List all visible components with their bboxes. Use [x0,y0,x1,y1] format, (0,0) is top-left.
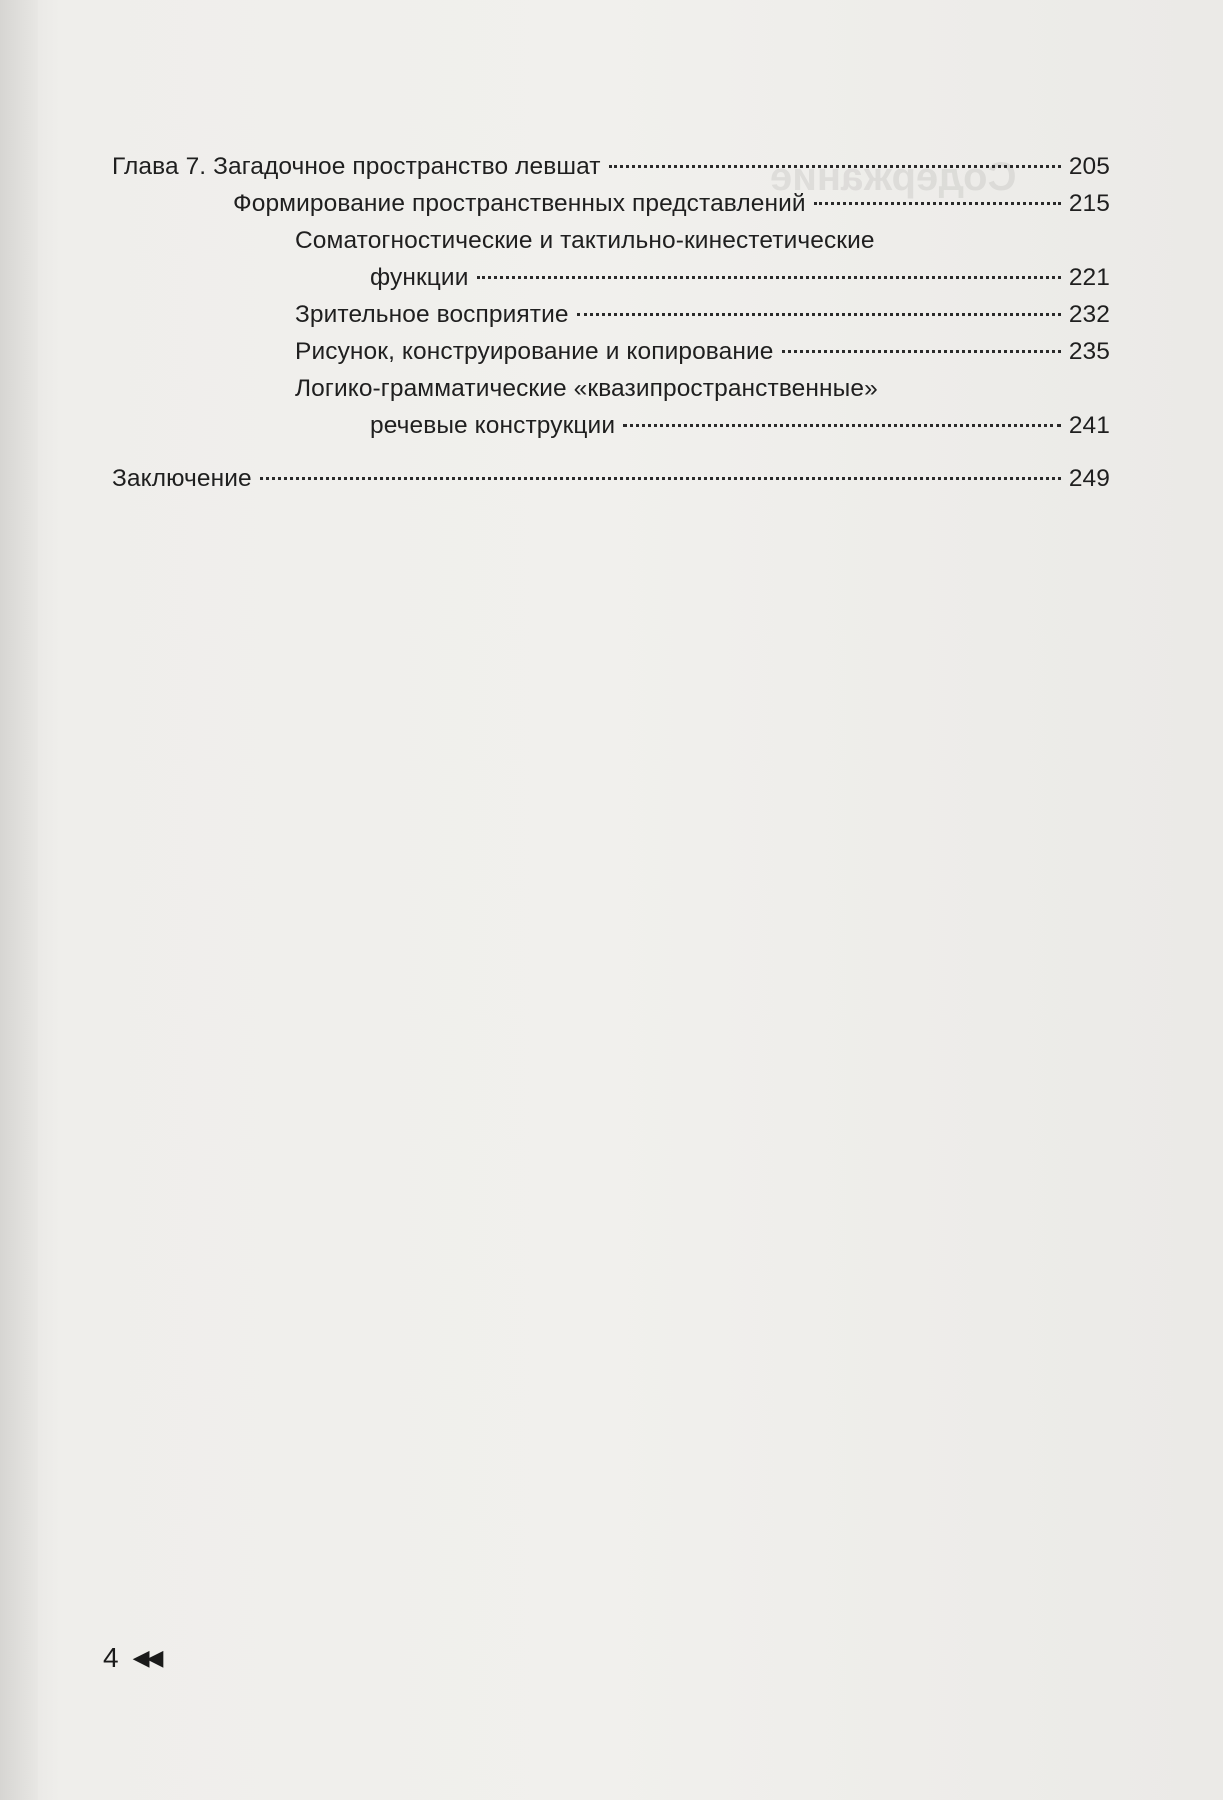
page-number: 4 [103,1642,119,1673]
dot-leader [814,201,1061,205]
toc-entry-title: Формирование пространственных представлений [233,190,806,217]
toc-entry-conclusion [112,460,1110,497]
toc-entry-title: Глава 7. Загадочное пространство левшат [112,153,601,180]
dot-leader [623,423,1061,427]
dot-leader [577,312,1061,316]
book-spine-shadow [0,0,38,1800]
toc-entry-logico-grammatical [112,370,1110,444]
toc-entry-somatognostic [112,222,1110,296]
toc-entry-page: 221 [1068,264,1110,291]
toc-entry-page: 249 [1068,465,1110,492]
dot-leader [260,476,1061,480]
toc-entry-title: Зрительное восприятие [295,301,569,328]
toc-entry-chapter-7 [112,148,1110,185]
toc-entry-page: 232 [1068,301,1110,328]
page-footer [103,1642,160,1674]
table-of-contents [112,148,1110,497]
toc-entry-page: 205 [1068,153,1110,180]
dot-leader [609,164,1061,168]
toc-entry-title-line2: речевые конструкции [370,412,616,439]
toc-entry-page: 241 [1068,412,1110,439]
toc-entry-title: Рисунок, конструирование и копирование [295,338,774,365]
toc-entry-page: 235 [1068,338,1110,365]
toc-entry-title: Заключение [112,465,252,492]
toc-entry-title-line1: Логико-грамматические «квазипространственные» [295,375,878,402]
toc-entry-page: 215 [1068,190,1110,217]
show-through-heading: Содержание [770,155,1017,199]
dot-leader [782,349,1061,353]
toc-entry-title-line2: функции [370,264,469,291]
toc-entry-visual-perception [112,296,1110,333]
toc-entry-title-line1: Соматогностические и тактильно-кинестетические [295,227,875,254]
dot-leader [477,275,1061,279]
toc-entry-drawing [112,333,1110,370]
toc-entry-spatial-representations [112,185,1110,222]
double-left-arrow-icon: ◀◀ [132,1645,161,1670]
